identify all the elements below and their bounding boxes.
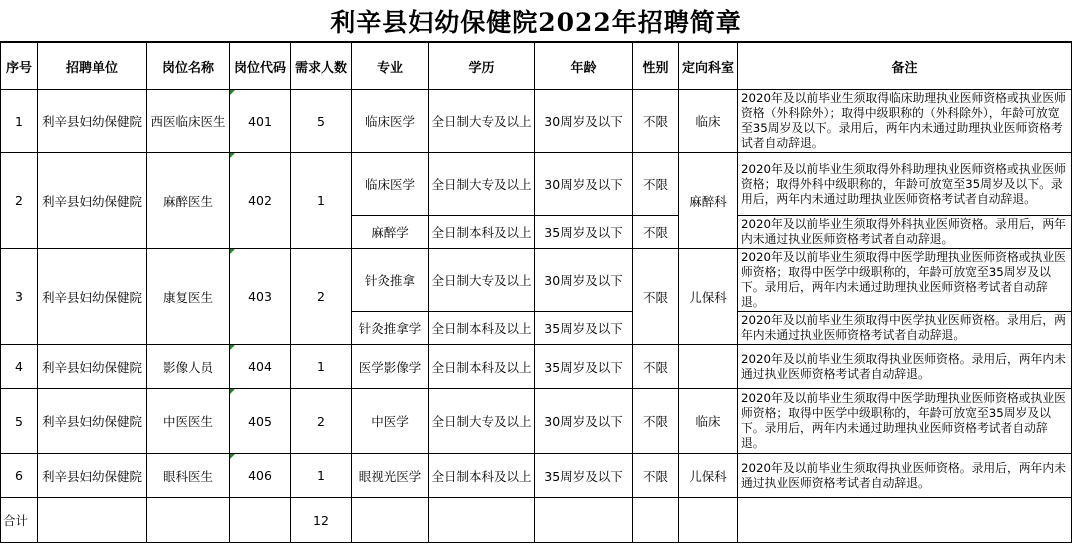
row-code: 401 [230, 90, 291, 153]
row-education: 全日制大专及以上 [429, 249, 535, 312]
row-no: 3 [1, 249, 38, 345]
table-row [1, 389, 1072, 454]
header-dept: 定向科室 [679, 43, 738, 90]
table-row [1, 249, 1072, 312]
row-age: 30周岁及以下 [535, 249, 633, 312]
row-note: 2020年及以前毕业生须取得执业医师资格。录用后，两年内未通过执业医师资格考试者自动辞退。 [738, 454, 1072, 498]
recruitment-table [0, 42, 1072, 543]
row-code: 404 [230, 345, 291, 389]
row-post: 中医医生 [147, 389, 230, 454]
row-note: 2020年及以前毕业生须取得外科执业医师资格。录用后，两年内未通过执业医师资格考试者自动辞退。 [738, 216, 1072, 249]
total-empty-cell [352, 498, 429, 543]
row-education: 全日制本科及以上 [429, 345, 535, 389]
row-major: 临床医学 [352, 90, 429, 153]
row-note: 2020年及以前毕业生须取得外科助理执业医师资格或执业医师资格；取得外科中级职称的，年龄可放宽至35周岁及以下。录用后，两年内未通过助理执业医师资格考试者自动辞退。 [738, 153, 1072, 216]
header-row [1, 43, 1072, 90]
row-count: 2 [291, 389, 352, 454]
header-unit: 招聘单位 [38, 43, 147, 90]
row-age: 35周岁及以下 [535, 454, 633, 498]
row-code: 402 [230, 153, 291, 249]
row-code: 405 [230, 389, 291, 454]
row-age: 35周岁及以下 [535, 216, 633, 249]
row-no: 4 [1, 345, 38, 389]
total-empty-cell [738, 498, 1072, 543]
header-note: 备注 [738, 43, 1072, 90]
total-empty-cell [230, 498, 291, 543]
row-education: 全日制大专及以上 [429, 90, 535, 153]
row-major: 医学影像学 [352, 345, 429, 389]
row-major: 针灸推拿学 [352, 312, 429, 345]
header-education: 学历 [429, 43, 535, 90]
row-education: 全日制本科及以上 [429, 216, 535, 249]
total-empty-cell [633, 498, 679, 543]
row-sex: 不限 [633, 90, 679, 153]
row-code: 406 [230, 454, 291, 498]
row-code: 403 [230, 249, 291, 345]
table-row [1, 454, 1072, 498]
row-education: 全日制本科及以上 [429, 454, 535, 498]
row-note: 2020年及以前毕业生须取得执业医师资格。录用后，两年内未通过执业医师资格考试者自动辞退。 [738, 345, 1072, 389]
row-age: 35周岁及以下 [535, 345, 633, 389]
row-education: 全日制本科及以上 [429, 312, 535, 345]
header-count: 需求人数 [291, 43, 352, 90]
row-dept: 临床 [679, 90, 738, 153]
row-unit: 利辛县妇幼保健院 [38, 153, 147, 249]
row-no: 6 [1, 454, 38, 498]
row-post: 康复医生 [147, 249, 230, 345]
row-sex: 不限 [633, 389, 679, 454]
total-count: 12 [291, 498, 352, 543]
row-dept: 临床 [679, 389, 738, 454]
row-age: 30周岁及以下 [535, 389, 633, 454]
row-sex: 不限 [633, 216, 679, 249]
total-empty-cell [147, 498, 230, 543]
table-row [1, 345, 1072, 389]
row-education: 全日制大专及以上 [429, 389, 535, 454]
row-no: 2 [1, 153, 38, 249]
row-no: 5 [1, 389, 38, 454]
row-major: 针灸推拿 [352, 249, 429, 312]
row-note: 2020年及以前毕业生须取得中医学助理执业医师资格或执业医师资格；取得中医学中级职称的，年龄可放宽至35周岁及以下。录用后，两年内未通过助理执业医师资格考试者自动辞退。 [738, 249, 1072, 312]
row-major: 麻醉学 [352, 216, 429, 249]
table-row [1, 90, 1072, 153]
total-empty-cell [429, 498, 535, 543]
row-unit: 利辛县妇幼保健院 [38, 454, 147, 498]
total-label: 合计 [1, 498, 38, 543]
row-major: 临床医学 [352, 153, 429, 216]
row-count: 1 [291, 454, 352, 498]
header-post: 岗位名称 [147, 43, 230, 90]
row-sex: 不限 [633, 249, 679, 345]
row-age: 30周岁及以下 [535, 153, 633, 216]
row-count: 1 [291, 153, 352, 249]
row-age: 35周岁及以下 [535, 312, 633, 345]
row-sex: 不限 [633, 454, 679, 498]
row-sex: 不限 [633, 345, 679, 389]
total-empty-cell [679, 498, 738, 543]
row-count: 1 [291, 345, 352, 389]
header-no: 序号 [1, 43, 38, 90]
table-row [1, 153, 1072, 216]
row-education: 全日制大专及以上 [429, 153, 535, 216]
total-empty-cell [38, 498, 147, 543]
row-age: 30周岁及以下 [535, 90, 633, 153]
row-unit: 利辛县妇幼保健院 [38, 389, 147, 454]
header-age: 年龄 [535, 43, 633, 90]
page-title: 利辛县妇幼保健院2022年招聘简章 [0, 0, 1072, 42]
row-post: 眼科医生 [147, 454, 230, 498]
row-sex: 不限 [633, 153, 679, 216]
row-note: 2020年及以前毕业生须取得临床助理执业医师资格或执业医师资格（外科除外）；取得中级职称的（外科除外），年龄可放宽至35周岁及以下。录用后，两年内未通过助理执业医师资格考试者自动辞退。 [738, 90, 1072, 153]
row-note: 2020年及以前毕业生须取得中医学助理执业医师资格或执业医师资格；取得中医学中级职称的，年龄可放宽至35周岁及以下。录用后，两年内未通过助理执业医师资格考试者自动辞退。 [738, 389, 1072, 454]
row-count: 5 [291, 90, 352, 153]
row-count: 2 [291, 249, 352, 345]
row-unit: 利辛县妇幼保健院 [38, 90, 147, 153]
row-post: 影像人员 [147, 345, 230, 389]
row-no: 1 [1, 90, 38, 153]
row-dept: 麻醉科 [679, 153, 738, 249]
row-post: 西医临床医生 [147, 90, 230, 153]
row-dept: 儿保科 [679, 249, 738, 345]
row-note: 2020年及以前毕业生须取得中医学执业医师资格。录用后，两年内未通过执业医师资格考试者自动辞退。 [738, 312, 1072, 345]
row-dept: 儿保科 [679, 454, 738, 498]
row-unit: 利辛县妇幼保健院 [38, 249, 147, 345]
row-major: 眼视光医学 [352, 454, 429, 498]
row-dept [679, 345, 738, 389]
header-sex: 性别 [633, 43, 679, 90]
row-unit: 利辛县妇幼保健院 [38, 345, 147, 389]
header-code: 岗位代码 [230, 43, 291, 90]
row-major: 中医学 [352, 389, 429, 454]
total-empty-cell [535, 498, 633, 543]
row-post: 麻醉医生 [147, 153, 230, 249]
total-row [1, 498, 1072, 543]
header-major: 专业 [352, 43, 429, 90]
